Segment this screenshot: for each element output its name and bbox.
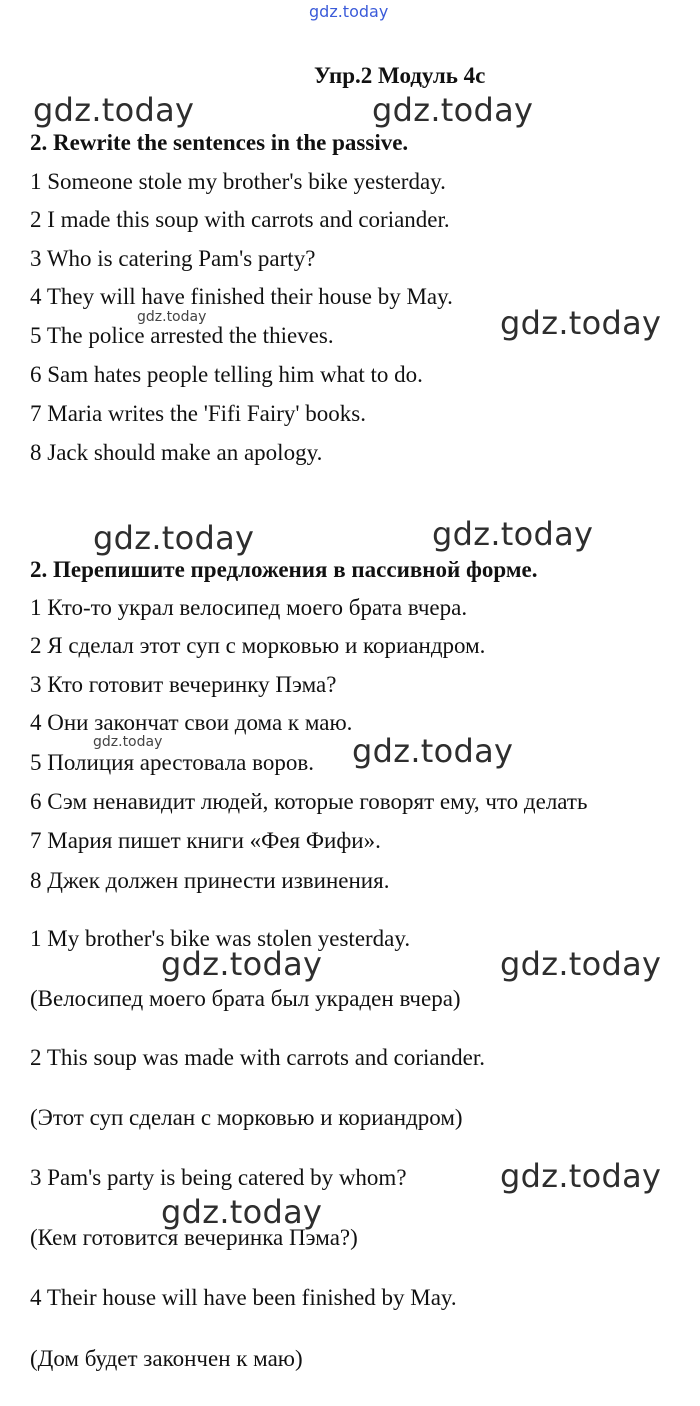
watermark: gdz.today xyxy=(500,304,662,342)
ru-task-item: 7 Мария пишет книги «Фея Фифи». xyxy=(30,828,381,853)
watermark: gdz.today xyxy=(93,519,255,557)
en-task-item: 3 Who is catering Pam's party? xyxy=(30,246,316,271)
watermark-top: gdz.today xyxy=(309,2,389,21)
watermark: gdz.today xyxy=(137,309,207,325)
answer-en: 4 Their house will have been finished by May. xyxy=(30,1285,457,1310)
answer-ru: (Велосипед моего брата был украден вчера) xyxy=(30,986,461,1011)
ru-task-item: 4 Они закончат свои дома к маю. xyxy=(30,710,353,735)
exercise-title: Упр.2 Модуль 4с xyxy=(314,63,486,88)
ru-task-item: 5 Полиция арестовала воров. xyxy=(30,750,314,775)
watermark: gdz.today xyxy=(500,945,662,983)
en-task-item: 1 Someone stole my brother's bike yesterday. xyxy=(30,169,446,194)
watermark: gdz.today xyxy=(33,91,195,129)
watermark: gdz.today xyxy=(352,732,514,770)
answer-en: 3 Pam's party is being catered by whom? xyxy=(30,1165,407,1190)
answer-ru: (Дом будет закончен к маю) xyxy=(30,1346,303,1371)
ru-task-item: 3 Кто готовит вечеринку Пэма? xyxy=(30,672,337,697)
en-task-item: 7 Maria writes the 'Fifi Fairy' books. xyxy=(30,401,366,426)
answer-en: 1 My brother's bike was stolen yesterday. xyxy=(30,926,411,951)
watermark: gdz.today xyxy=(161,1193,323,1231)
ru-task-item: 1 Кто-то украл велосипед моего брата вчера. xyxy=(30,595,468,620)
watermark: gdz.today xyxy=(372,91,534,129)
watermark: gdz.today xyxy=(500,1157,662,1195)
en-task-item: 8 Jack should make an apology. xyxy=(30,440,323,465)
watermark: gdz.today xyxy=(93,734,163,750)
ru-task-item: 6 Сэм ненавидит людей, которые говорят ему, что делать xyxy=(30,789,588,814)
answer-ru: (Кем готовится вечеринка Пэма?) xyxy=(30,1225,358,1250)
en-task-item: 5 The police arrested the thieves. xyxy=(30,323,334,348)
answer-ru: (Этот суп сделан с морковью и кориандром) xyxy=(30,1105,463,1130)
en-task-item: 6 Sam hates people telling him what to do. xyxy=(30,362,423,387)
watermark: gdz.today xyxy=(161,945,323,983)
ru-task-item: 2 Я сделал этот суп с морковью и кориандром. xyxy=(30,633,486,658)
watermark: gdz.today xyxy=(432,515,594,553)
en-task-item: 4 They will have finished their house by May. xyxy=(30,284,453,309)
answer-en: 2 This soup was made with carrots and coriander. xyxy=(30,1045,485,1070)
ru-task-item: 8 Джек должен принести извинения. xyxy=(30,868,390,893)
en-task-heading: 2. Rewrite the sentences in the passive. xyxy=(30,130,409,155)
ru-task-heading: 2. Перепишите предложения в пассивной форме. xyxy=(30,557,538,582)
en-task-item: 2 I made this soup with carrots and coriander. xyxy=(30,207,450,232)
